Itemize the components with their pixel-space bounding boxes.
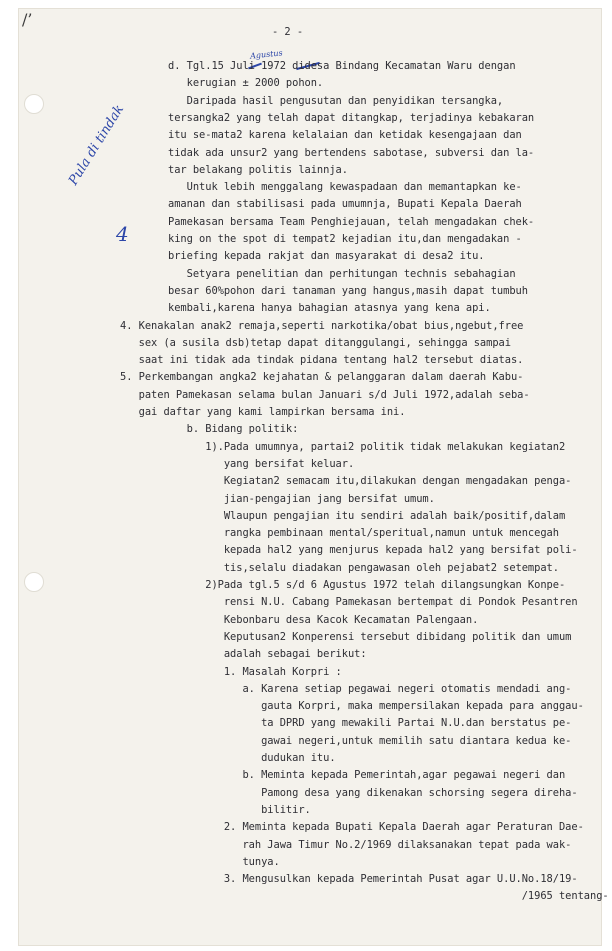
corner-mark: /’ bbox=[22, 10, 33, 29]
text-line: paten Pamekasan selama bulan Januari s/d Juli 1972,adalah seba- bbox=[120, 388, 530, 401]
text-line: Pamong desa yang dikenakan schorsing segera direha- bbox=[168, 786, 578, 799]
text-line: kerugian ± 2000 pohon. bbox=[168, 77, 324, 90]
text-line: b. Bidang politik: bbox=[168, 423, 299, 436]
text-line: amanan dan stabilisasi pada umumnja, Bupati Kepala Daerah bbox=[168, 198, 522, 211]
text-line: tidak ada unsur2 yang bertendens sabotase, subversi dan la- bbox=[168, 146, 535, 159]
text-line: b. Meminta kepada Pemerintah,agar pegawai negeri dan bbox=[168, 769, 566, 782]
text-line: Setyara penelitian dan perhitungan technis sebahagian bbox=[168, 267, 516, 280]
text-line: rensi N.U. Cabang Pamekasan bertempat di Pondok Pesantren bbox=[168, 596, 578, 609]
text-line: tersangka2 yang telah dapat ditangkap, terjadinya kebakaran bbox=[168, 111, 535, 124]
text-line: gauta Korpri, maka mempersilakan kepada para anggau- bbox=[168, 700, 584, 713]
text-line: sex (a susila dsb)tetap dapat ditanggulangi, sehingga sampai bbox=[120, 336, 511, 349]
text-line: rangka pembinaan mental/speritual,namun untuk mencegah bbox=[168, 527, 559, 540]
text-line: ta DPRD yang mewakili Partai N.U.dan berstatus pe- bbox=[168, 717, 572, 730]
text-line: rah Jawa Timur No.2/1969 dilaksanakan tepat pada wak- bbox=[168, 838, 572, 851]
text-line: a. Karena setiap pegawai negeri otomatis mendadi ang- bbox=[168, 682, 572, 695]
text-line: tunya. bbox=[168, 855, 280, 868]
text-line: dudukan itu. bbox=[168, 752, 336, 764]
text-line: 2. Meminta kepada Bupati Kepala Daerah agar Peraturan Dae- bbox=[168, 821, 584, 834]
text-line: tis,selalu diadakan pengawasan oleh pejabat2 setempat. bbox=[168, 561, 559, 574]
handwritten-margin-note: Pula di tindak bbox=[66, 102, 128, 188]
text-line: gawai negeri,untuk memilih satu diantara kedua ke- bbox=[168, 734, 572, 747]
text-line: Kebonbaru desa Kacok Kecamatan Palengaan. bbox=[168, 613, 479, 626]
text-line: 4. Kenakalan anak2 remaja,seperti narkotika/obat bius,ngebut,free bbox=[120, 319, 524, 332]
document-page bbox=[18, 8, 609, 946]
text-line: besar 60%pohon dari tanaman yang hangus,masih dapat tumbuh bbox=[168, 284, 528, 297]
text-line: Wlaupun pengajian itu sendiri adalah baik/positif,dalam bbox=[168, 509, 566, 522]
body-text bbox=[18, 8, 609, 946]
text-line: 2)Pada tgl.5 s/d 6 Agustus 1972 telah dilangsungkan Konpe- bbox=[168, 579, 566, 591]
text-line: 1. Masalah Korpri : bbox=[168, 665, 342, 678]
text-line: 5. Perkembangan angka2 kejahatan & pelanggaran dalam daerah Kabu- bbox=[120, 371, 524, 384]
text-line: kepada hal2 yang menjurus kepada hal2 yang bersifat poli- bbox=[168, 544, 578, 557]
text-line: yang bersifat keluar. bbox=[168, 457, 355, 470]
text-line: kembali,karena hanya bahagian atasnya yang kena api. bbox=[168, 302, 491, 315]
text-line: gai daftar yang kami lampirkan bersama ini. bbox=[120, 406, 406, 418]
text-line: tar belakang politis lainnja. bbox=[168, 163, 348, 176]
text-line: itu se-mata2 karena kelalaian dan ketidak kesengajaan dan bbox=[168, 129, 522, 142]
text-line: 1).Pada umumnya, partai2 politik tidak melakukan kegiatan2 bbox=[168, 440, 566, 453]
text-line: saat ini tidak ada tindak pidana tentang hal2 tersebut diatas. bbox=[120, 354, 524, 367]
text-line: adalah sebagai berikut: bbox=[168, 648, 367, 661]
text-line: d. Tgl.15 Juli 1972 didesa Bindang Kecamatan Waru dengan bbox=[168, 60, 516, 72]
text-line: /1965 tentang- bbox=[168, 890, 609, 903]
handwritten-correction: Agustus bbox=[249, 48, 284, 61]
text-line: Pamekasan bersama Team Penghiejauan, telah mengadakan chek- bbox=[168, 215, 535, 228]
text-line: briefing kepada rakjat dan masyarakat di desa2 itu. bbox=[168, 250, 485, 263]
text-line: 3. Mengusulkan kepada Pemerintah Pusat agar U.U.No.18/19- bbox=[168, 873, 578, 886]
text-line: bilitir. bbox=[168, 803, 311, 816]
text-line: jian-pengajian jang bersifat umum. bbox=[168, 492, 435, 505]
text-line: Kegiatan2 semacam itu,dilakukan dengan mengadakan penga- bbox=[168, 475, 572, 488]
text-line: Untuk lebih menggalang kewaspadaan dan memantapkan ke- bbox=[168, 181, 522, 194]
handwritten-margin-mark: 4 bbox=[116, 222, 129, 246]
text-line: Keputusan2 Konperensi tersebut dibidang politik dan umum bbox=[168, 630, 572, 643]
text-line: king on the spot di tempat2 kejadian itu,dan mengadakan - bbox=[168, 233, 522, 245]
page-number: - 2 - bbox=[272, 26, 304, 38]
text-line: Daripada hasil pengusutan dan penyidikan tersangka, bbox=[168, 94, 504, 107]
